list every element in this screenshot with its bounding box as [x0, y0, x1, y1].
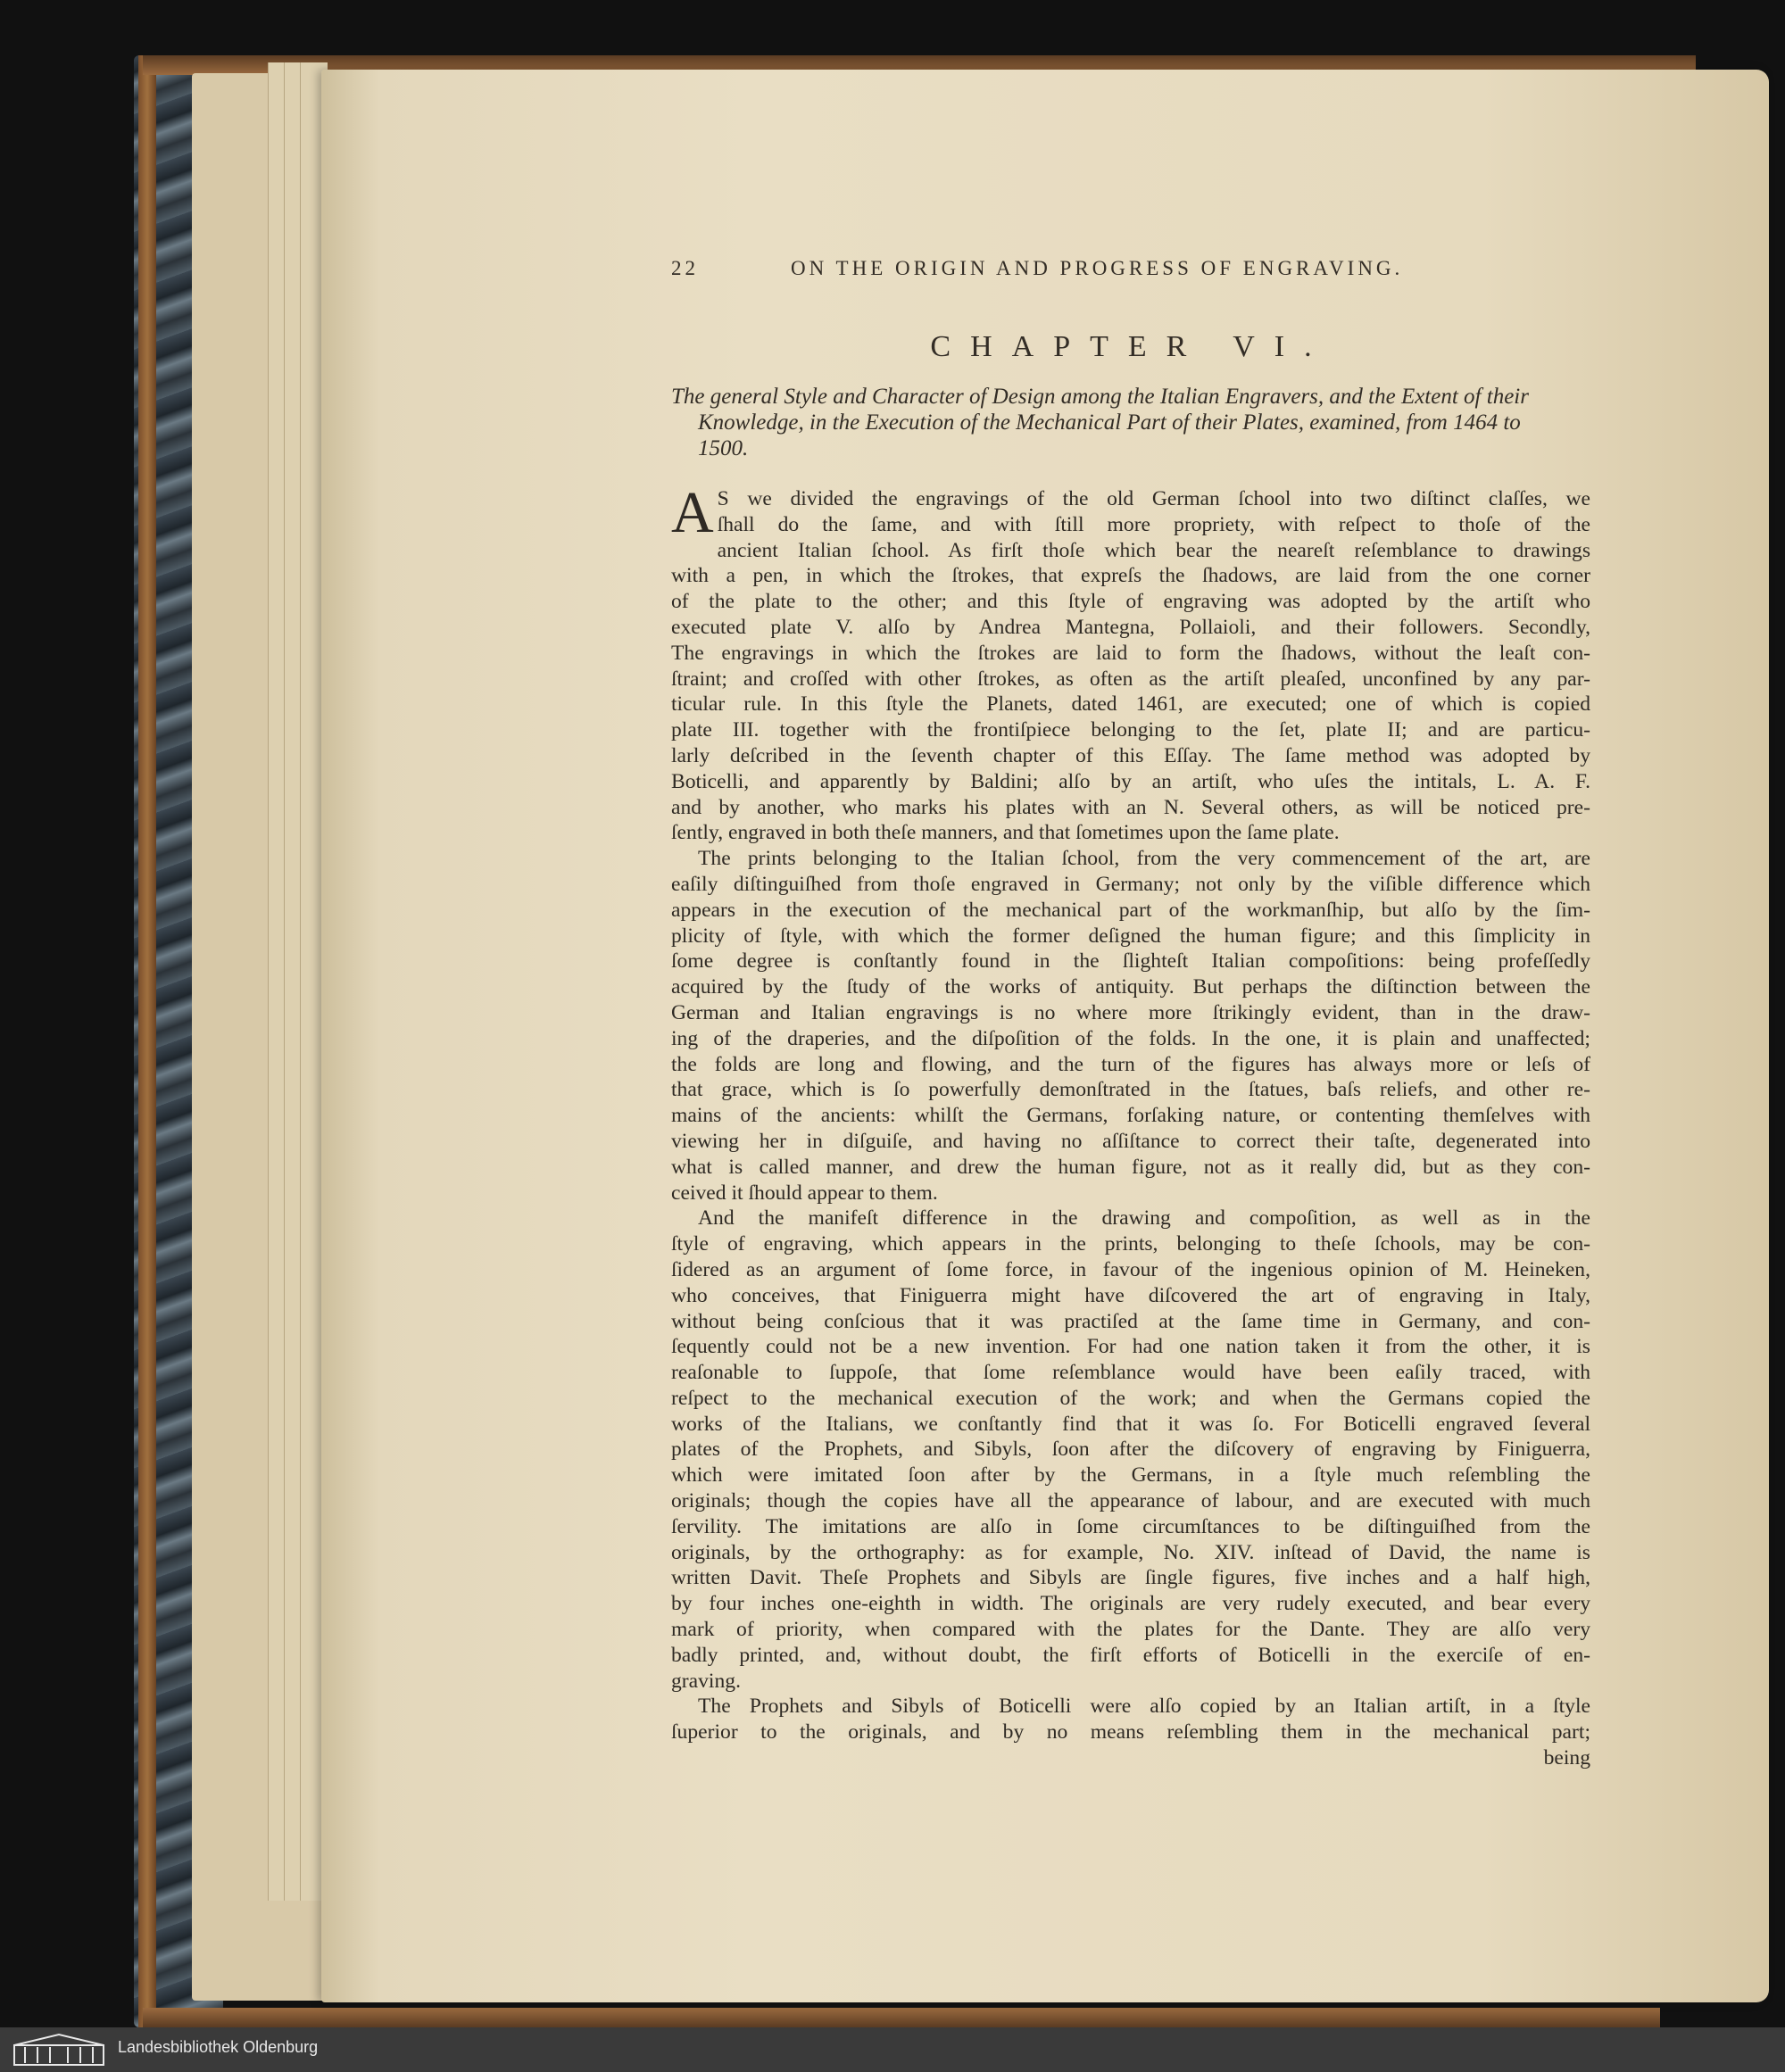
text-line: plates of the Prophets, and Sibyls, ſoon after the diſcovery of engraving by Finiguerra,	[671, 1438, 1590, 1462]
text-line: without being conſcious that it was practiſed at the ſame time in Germany, and con-	[671, 1309, 1590, 1333]
text-line: The prints belonging to the Italian ſchool, from the very commencement of the art, are	[698, 847, 1590, 871]
text-line: originals; though the copies have all the appearance of labour, and are executed with much	[671, 1489, 1590, 1513]
text-line: and by another, who marks his plates with an N. Several others, as will be noticed pre-	[671, 795, 1590, 819]
text-line: S we divided the engravings of the old German ſchool into two diſtinct claſſes, we	[717, 487, 1590, 510]
text-line: ſtyle of engraving, which appears in the prints, belonging to theſe ſchools, may be con-	[671, 1232, 1590, 1256]
subtitle-line: 1500.	[698, 436, 749, 460]
text-line: the folds are long and flowing, and the turn of the figures has always more or leſs of	[671, 1052, 1590, 1076]
text-line: plate III. together with the frontiſpiece belonging to the ſet, plate II; and are particu-	[671, 718, 1590, 742]
text-line: written Davit. Theſe Prophets and Sibyls are ſingle figures, five inches and a half high,	[671, 1566, 1590, 1590]
text-line: ſtraint; and croſſed with other ſtrokes, as often as the artiſt pleaſed, unconfined by any par-	[671, 667, 1590, 691]
text-line: The engravings in which the ſtrokes are laid to form the ſhadows, without the leaſt con-	[671, 641, 1590, 665]
text-line: ſequently could not be a new invention. For had one nation taken it from the other, it is	[671, 1335, 1590, 1359]
text-line: works of the Italians, we conſtantly find that it was ſo. For Boticelli engraved ſeveral	[671, 1412, 1590, 1436]
library-building-icon	[12, 2033, 105, 2067]
text-line: The Prophets and Sibyls of Boticelli were alſo copied by an Italian artiſt, in a ſtyle	[698, 1695, 1590, 1719]
text-line: executed plate V. alſo by Andrea Mantegna, Pollaioli, and their followers. Secondly,	[671, 615, 1590, 639]
text-line: which were imitated ſoon after by the Germans, in a ſtyle much reſembling the	[671, 1463, 1590, 1488]
catchword: being	[1543, 1746, 1590, 1770]
text-line: ing of the draperies, and the diſpoſition of the folds. In the one, it is plain and unaffected;	[671, 1026, 1590, 1050]
body-text	[671, 480, 1590, 1771]
chapter-heading: CHAPTER VI.	[930, 330, 1332, 363]
text-line: reſpect to the mechanical execution of the work; and when the Germans copied the	[671, 1386, 1590, 1410]
text-line: who conceives, that Finiguerra might have diſcovered the art of engraving in Italy,	[671, 1283, 1590, 1307]
text-line: ancient Italian ſchool. As firſt thoſe which bear the neareſt reſemblance to drawings	[717, 538, 1590, 562]
text-line: ſhall do the ſame, and with ſtill more propriety, with reſpect to thoſe of the	[717, 512, 1590, 536]
drop-cap: A	[671, 480, 714, 545]
text-line: larly deſcribed in the ſeventh chapter of this Eſſay. The ſame method was adopted by	[671, 743, 1590, 767]
text-line: mains of the ancients: whilſt the Germans, forſaking nature, or contenting themſelves with	[671, 1104, 1590, 1128]
text-line: with a pen, in which the ſtrokes, that expreſs the ſhadows, are laid from the one corner	[671, 564, 1590, 588]
text-line: And the manifeſt difference in the drawing and compoſition, as well as in the	[698, 1206, 1590, 1231]
text-line: what is called manner, and drew the human figure, not as it really did, but as they con-	[671, 1155, 1590, 1179]
text-line: graving.	[671, 1669, 741, 1693]
text-line: by four inches one-eighth in width. The originals are very rudely executed, and bear every	[671, 1592, 1590, 1616]
book-cover-bottom	[143, 2008, 1660, 2027]
text-line: ſently, engraved in both theſe manners, and that ſometimes upon the ſame plate.	[671, 821, 1340, 845]
book-spine-edge	[138, 55, 156, 2027]
text-line: ſervility. The imitations are alſo in ſome circumſtances to be diſtinguiſhed from the	[671, 1514, 1590, 1538]
text-line: German and Italian engravings is no where more ſtrikingly evident, than in the draw-	[671, 1000, 1590, 1024]
text-line: reaſonable to ſuppoſe, that ſome reſemblance would have been eaſily traced, with	[671, 1361, 1590, 1385]
text-line: viewing her in diſguiſe, and having no aſſiſtance to correct their taſte, degenerated into	[671, 1129, 1590, 1153]
text-line: acquired by the ſtudy of the works of antiquity. But perhaps the diſtinction between the	[671, 975, 1590, 999]
text-line: plicity of ſtyle, with which the former deſigned the human figure; and this ſimplicity in	[671, 924, 1590, 948]
text-line: mark of priority, when compared with the plates for the Dante. They are alſo very	[671, 1618, 1590, 1642]
library-name: Landesbibliothek Oldenburg	[118, 2038, 319, 2056]
text-line: eaſily diſtinguiſhed from thoſe engraved in Germany; not only by the viſible difference which	[671, 872, 1590, 896]
running-head	[671, 257, 1590, 287]
chapter-subtitle	[671, 384, 1590, 461]
text-line: of the plate to the other; and this ſtyle of engraving was adopted by the artiſt who	[671, 590, 1590, 614]
text-line: originals, by the orthography: as for example, No. XIV. inſtead of David, the name is	[671, 1540, 1590, 1564]
page-number: 22	[671, 257, 699, 279]
text-line: badly printed, and, without doubt, the firſt efforts of Boticelli in the exerciſe of en-	[671, 1643, 1590, 1667]
running-title: ON THE ORIGIN AND PROGRESS OF ENGRAVING.	[791, 257, 1404, 279]
text-line: ſidered as an argument of ſome force, in favour of the ingenious opinion of M. Heineken,	[671, 1257, 1590, 1281]
text-line: ſome degree is conſtantly found in the ſlighteſt Italian compoſitions: being profeſſedly	[671, 949, 1590, 974]
text-line: ticular rule. In this ſtyle the Planets, dated 1461, are executed; one of which is copied	[671, 692, 1590, 717]
text-line: appears in the execution of the mechanical part of the workmanſhip, but alſo by the ſim-	[671, 898, 1590, 922]
subtitle-line: The general Style and Character of Design among the Italian Engravers, and the Extent of their	[671, 385, 1529, 409]
text-line: ceived it ſhould appear to them.	[671, 1181, 938, 1205]
subtitle-line: Knowledge, in the Execution of the Mechanical Part of their Plates, examined, from 1464 to	[698, 410, 1521, 435]
text-line: ſuperior to the originals, and by no means reſembling them in the mechanical part;	[671, 1720, 1590, 1745]
text-line: Boticelli, and apparently by Baldini; alſo by an artiſt, who uſes the intitals, L. A. F.	[671, 769, 1590, 793]
text-line: that grace, which is ſo powerfully demonſtrated in the ſtatues, baſs reliefs, and other re-	[671, 1078, 1590, 1102]
